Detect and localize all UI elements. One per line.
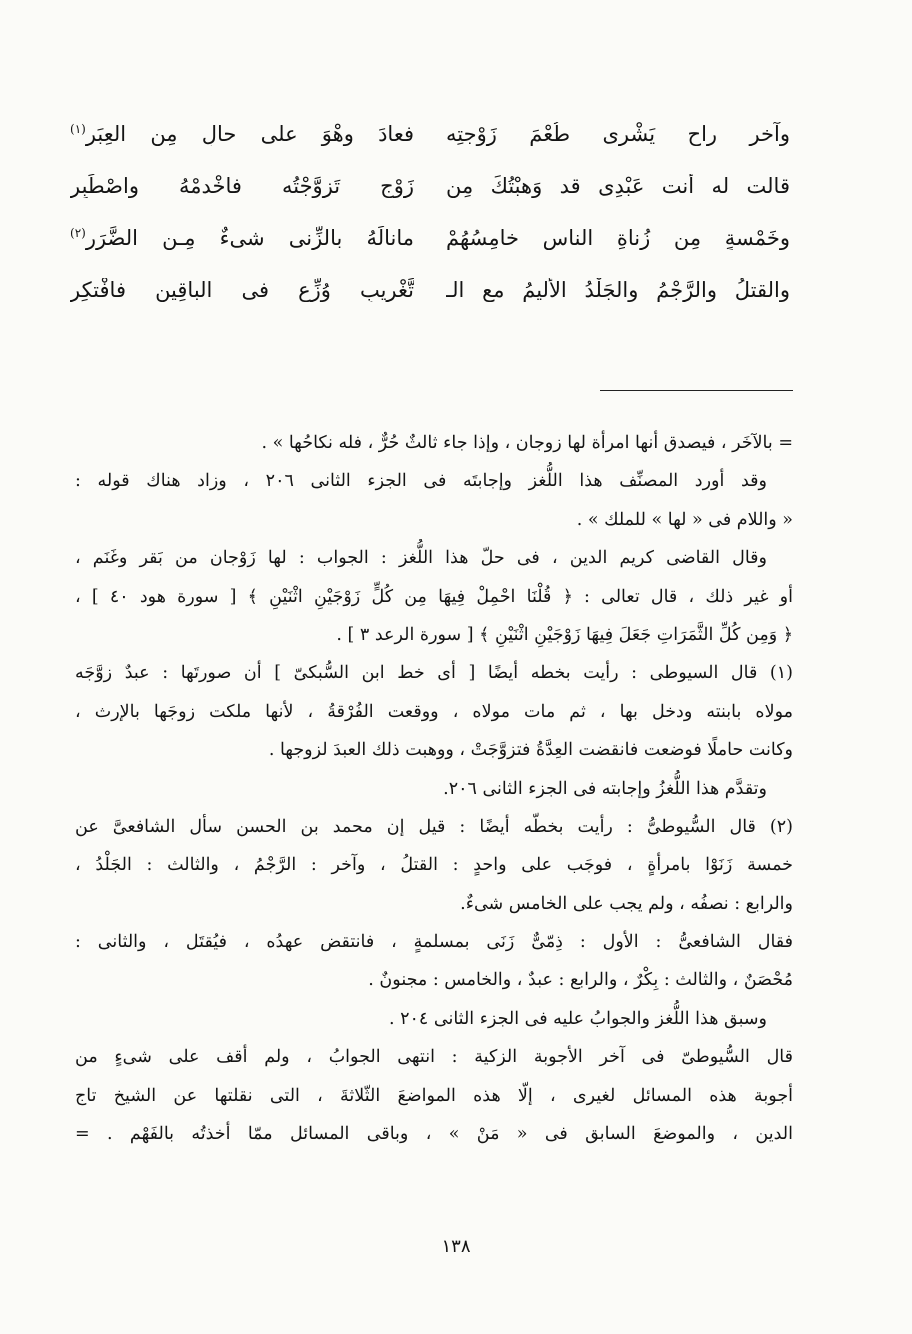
footnote-line: ﴿ وَمِن كُلِّ الثَّمَرَاتِ جَعَلَ فِيهَا زَوْجَيْنِ اثْنَيْنِ ﴾ [ سورة الرعد ٣ ] .: [336, 624, 793, 645]
footnote-line: وقد أورد المصنِّف هذا اللُّغز وإجابتَه فى الجزء الثانى ٢٠٦ ، وزاد هناك قوله :: [75, 471, 767, 492]
hemistich-text: تَّغْريبِ وُزِّع فى الباقِين فافْتكِرِ: [70, 278, 414, 302]
footnote-line: فقال الشافعىُّ : الأول : ذِمّىٌّ زَنَى بمسلمةٍ ، فانتقض عهدُه ، فيُقتَل ، والثانى :: [75, 932, 793, 953]
verse-first-hemistich: وخَمْسةٍ مِن زُناةِ الناسِ خامِسُهُمْ: [446, 226, 790, 250]
footnote-line: الدين ، والموضعَ السابق فى « مَنْ » ، وباقى المسائل ممّا أخذتُه بالفَهْم . =: [75, 1124, 793, 1145]
footnote-line: أو غير ذلك ، قال تعالى : ﴿ قُلْنَا احْمِلْ فِيهَا مِن كُلٍّ زَوْجَيْنِ اثْنَيْنِ ﴾ [ سورة هود ٤٠ ] ،: [75, 586, 793, 607]
footnote-line: وكانت حاملًا فوضعت فانقضت العِدَّةُ فتزوَّجَتْ ، ووهبت ذلك العبدَ لزوجها .: [268, 740, 793, 761]
footnote-line: وسبق هذا اللُّغز والجوابُ عليه فى الجزء الثانى ٢٠٤ .: [388, 1008, 767, 1029]
footnote-line: والرابع : نصفُه ، ولم يجب على الخامس شىءٌ.: [460, 893, 793, 914]
hemistich-text: فعادَ وهْوَ على حالٍ مِن العِبَرِ: [85, 122, 414, 146]
footnote-line: مُحْصَنٌ ، والثالث : بِكْرٌ ، والرابع : عبدٌ ، والخامس : مجنونٌ .: [368, 970, 793, 991]
poem-block: [70, 108, 790, 316]
verse-second-hemistich: [70, 226, 414, 250]
poem-verse: [70, 212, 790, 264]
hemistich-text: مانالَهُ بالزِّنى شىءٌ مِـن الضَّرَرِ: [85, 226, 414, 250]
verse-second-hemistich: [70, 122, 414, 146]
verse-first-hemistich: قالت له أنت عَبْدِى قد وَهبْتُكَ مِن: [446, 174, 790, 198]
footnote-line: خمسة زَنَوْا بامرأةٍ ، فوجَب على واحدٍ : القتلُ ، وآخر : الرَّجْمُ ، والثالث : الجَلْدُ ،: [75, 855, 793, 876]
page-number: ١٣٨: [441, 1236, 471, 1257]
verse-second-hemistich: [70, 278, 414, 302]
hemistich-text: زَوْجٍ تَزوَّجْتُه فاخْدمْهُ واصْطَبِرِ: [70, 174, 414, 198]
footnote-line: = بالآخَر ، فيصدق أنها امرأة لها زوجان ، وإذا جاء ثالثٌ حُرٌّ ، فله نكاحُها » .: [261, 433, 793, 453]
footnote-separator: [600, 390, 793, 391]
footnotes-block: [75, 424, 793, 1153]
footnote-line: أجوبة هذه المسائل لغيرى ، إلّا هذه المواضعَ الثّلاثةَ ، التى نقلتها عن الشيخ تاج: [75, 1085, 793, 1106]
footnote-marker: (٢): [70, 226, 86, 240]
footnote-line: (٢) قال السُّيوطىُّ : رأيت بخطّه أيضًا : قيل إن محمد بن الحسن سأل الشافعىَّ عن: [75, 816, 793, 837]
verse-second-hemistich: [70, 174, 414, 198]
poem-verse: [70, 264, 790, 316]
poem-verse: [70, 160, 790, 212]
footnote-marker: (١): [70, 122, 86, 136]
footnote-line: وتقدَّم هذا اللُّغزُ وإجابته فى الجزء الثانى ٢٠٦.: [443, 778, 767, 799]
footnote-line: قال السُّيوطىّ فى آخر الأجوبة الزكية : انتهى الجوابُ ، ولم أقف على شىءٍ من: [75, 1047, 793, 1068]
poem-verse: [70, 108, 790, 160]
footnote-line: وقال القاضى كريم الدين ، فى حلّ هذا اللُّغز : الجواب : لها زَوْجان من بَقر وغَنَم ،: [75, 548, 767, 569]
footnote-line: « واللام فى « لها » للملك » .: [576, 509, 793, 530]
verse-first-hemistich: وآخر راح يَشْرِى طُعْمَ زَوْجتِه: [446, 122, 790, 146]
footnote-line: (١) قال السيوطى : رأيت بخطه أيضًا [ أى خط ابن السُّبكىّ ] أن صورتَها : عبدٌ زوَّجَه: [75, 663, 793, 684]
footnote-line: مولاه بابنته ودخل بها ، ثم مات مولاه ، ووقعت الفُرْقةُ ، لأنها ملكت زوجَها بالإرث ،: [75, 701, 793, 722]
verse-first-hemistich: والقتلُ والرَّجْمُ والجَلْدُ الأليمُ مع الـ: [446, 278, 790, 302]
